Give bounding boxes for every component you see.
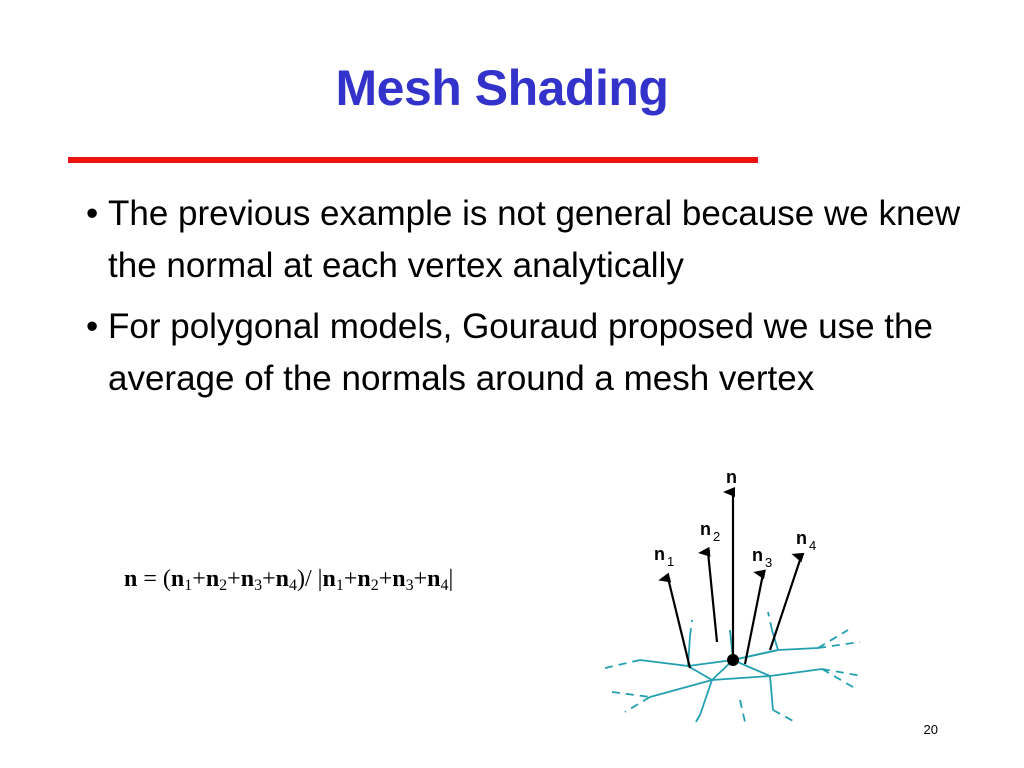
formula-sub: 1: [184, 577, 193, 594]
mesh-edge: [694, 715, 700, 725]
normal-arrow-n4: [770, 557, 801, 650]
formula-sub: 1: [335, 577, 344, 594]
formula-term: n: [322, 566, 336, 592]
label-n4-sub: 4: [809, 538, 817, 553]
formula-term: n: [427, 566, 441, 592]
mesh-edge: [612, 692, 650, 697]
slide-title: Mesh Shading: [335, 60, 669, 116]
bullet-list: [86, 188, 966, 414]
mesh-edge: [688, 636, 712, 680]
formula-term: n: [205, 566, 220, 592]
normal-arrow-n2: [708, 552, 717, 642]
formula-open-paren: (: [162, 566, 171, 592]
mesh-edge: [740, 700, 745, 722]
normal-arrows: [668, 492, 801, 668]
mesh-edge: [625, 697, 650, 712]
formula-n: n: [124, 566, 138, 592]
mesh-edge: [733, 660, 773, 710]
label-n3: n: [752, 545, 763, 565]
mesh-edge: [700, 660, 733, 715]
formula-term: n: [275, 566, 289, 592]
formula-close-paren: )/ |: [296, 566, 323, 592]
formula-term: n: [170, 566, 185, 592]
formula-sub: 4: [440, 577, 449, 594]
normal-arrow-n3: [745, 574, 763, 664]
mesh-edge: [768, 612, 772, 630]
bullet-icon: •: [86, 307, 99, 346]
mesh-edge: [690, 620, 692, 636]
normal-arrow-n1: [668, 578, 690, 668]
formula-plus: +: [343, 566, 358, 592]
formula-sub: 3: [254, 577, 263, 594]
label-n2: n: [700, 519, 711, 539]
formula-sub: 3: [405, 577, 414, 594]
mesh-edge: [650, 669, 822, 697]
label-n4: n: [796, 528, 807, 548]
label-n2-sub: 2: [713, 529, 721, 544]
mesh-edge: [605, 660, 640, 668]
mesh-vertex: [727, 654, 739, 666]
bullet-item: [86, 188, 966, 292]
page-number: 20: [923, 722, 938, 737]
formula-plus: +: [192, 566, 206, 592]
bullet-icon: •: [86, 194, 99, 233]
formula-sub: 2: [370, 577, 379, 594]
formula-equals: =: [143, 566, 157, 592]
label-n1: n: [654, 544, 665, 564]
label-n1-sub: 1: [667, 554, 675, 569]
label-n3-sub: 3: [765, 555, 773, 570]
formula-term: n: [357, 566, 371, 592]
formula-term: n: [392, 566, 406, 592]
formula-plus: +: [262, 566, 276, 592]
normal-average-formula: [124, 566, 453, 595]
formula-plus: +: [413, 566, 428, 592]
bullet-text: For polygonal models, Gouraud proposed we use the average of the normals around a mesh vertex: [108, 307, 933, 398]
formula-sub: 4: [288, 577, 297, 594]
bullet-item: [86, 301, 966, 405]
title-underline: [68, 157, 758, 163]
vertex-normals-diagram: [605, 460, 875, 725]
formula-plus: +: [378, 566, 393, 592]
label-n: n: [726, 467, 737, 487]
formula-plus: +: [227, 566, 241, 592]
formula-sub: 2: [219, 577, 228, 594]
formula-term: n: [240, 566, 255, 592]
bullet-text: The previous example is not general because we knew the normal at each vertex analytically: [108, 194, 961, 285]
mesh-edge: [773, 710, 795, 722]
formula-abs-bar: |: [448, 566, 454, 592]
